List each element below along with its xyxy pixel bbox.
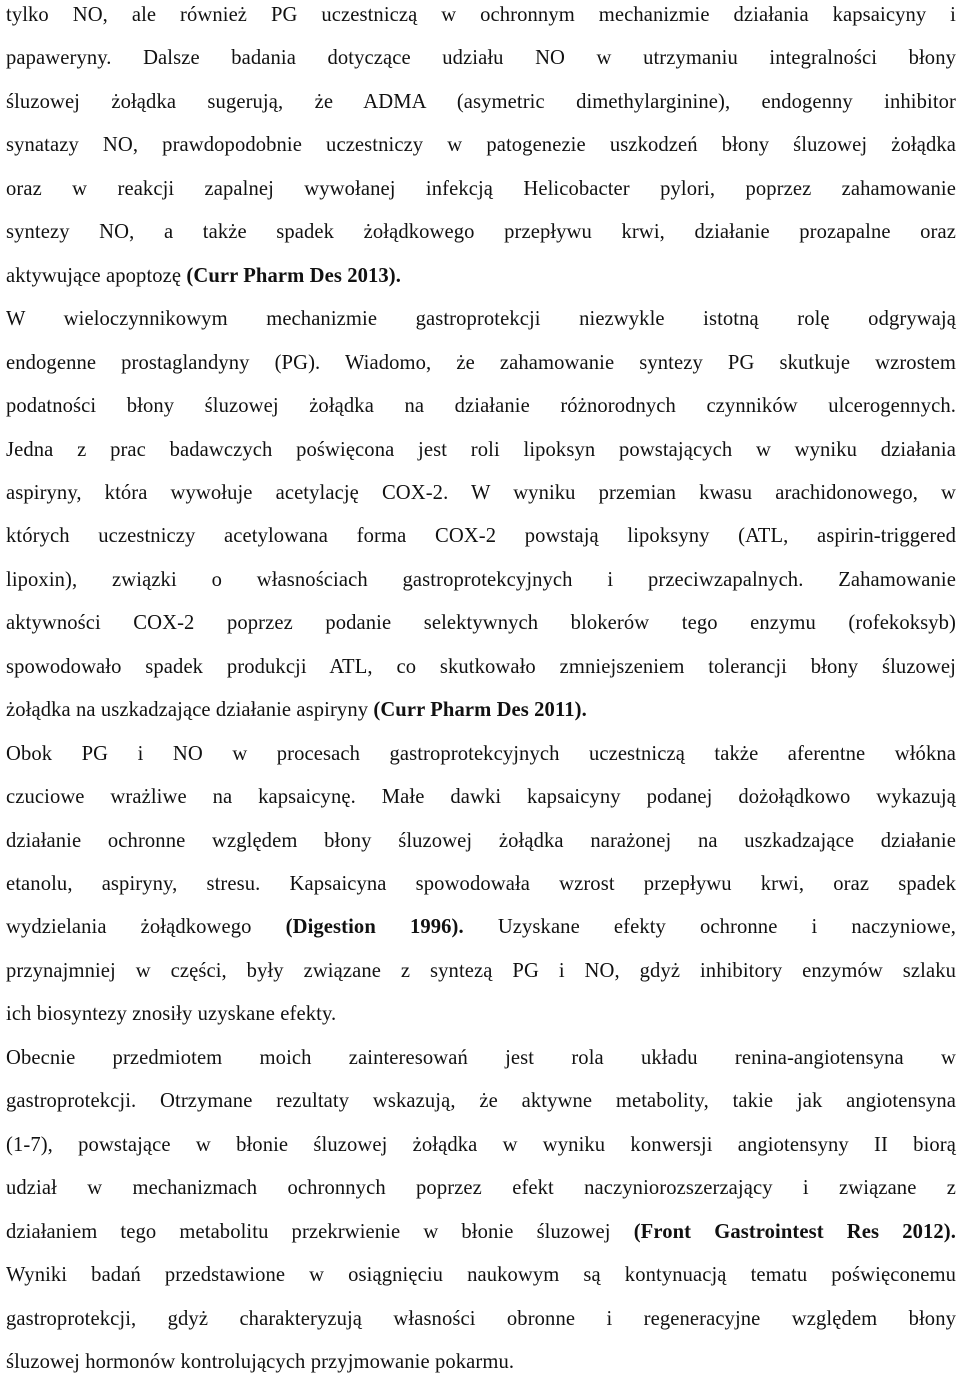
text-line — [6, 1173, 956, 1203]
citation-bold: (Digestion 1996). — [285, 916, 464, 939]
text-line — [6, 869, 956, 899]
text-line — [6, 695, 956, 725]
text-line — [6, 1130, 956, 1160]
text-line — [6, 217, 956, 247]
line-text: lipoxin), związki o własnościach gastroprotekcyjnych i przeciwzapalnych. Zahamowanie — [6, 568, 956, 591]
citation-bold: (Curr Pharm Des 2011). — [373, 699, 587, 722]
text-line — [6, 478, 956, 508]
line-text: gastroprotekcji, gdyż charakteryzują własności obronne i regeneracyjne względem błony — [6, 1307, 956, 1330]
line-text: aspiryny, która wywołuje acetylację COX-2. W wyniku przemian kwasu arachidonowego, w — [6, 481, 956, 504]
text-line — [6, 348, 956, 378]
text-line — [6, 912, 956, 942]
line-text: gastroprotekcji. Otrzymane rezultaty wskazują, że aktywne metabolity, takie jak angiotensyna — [6, 1090, 956, 1113]
text-line — [6, 956, 956, 986]
line-text: czuciowe wrażliwe na kapsaicynę. Małe dawki kapsaicyny podanej dożołądkowo wykazują — [6, 786, 956, 809]
line-text: Wyniki badań przedstawione w osiągnięciu naukowym są kontynuacją tematu poświęconemu — [6, 1264, 956, 1287]
line-text: aktywności COX-2 poprzez podanie selektywnych blokerów tego enzymu (rofekoksyb) — [6, 612, 956, 635]
line-text: syntezy NO, a także spadek żołądkowego przepływu krwi, działanie prozapalne oraz — [6, 221, 956, 244]
line-text: etanolu, aspiryny, stresu. Kapsaicyna spowodowała wzrost przepływu krwi, oraz spadek — [6, 873, 956, 895]
text-line — [6, 261, 956, 291]
text-line — [6, 1086, 956, 1116]
line-text: (1-7), powstające w błonie śluzowej żołądka w wyniku konwersji angiotensyny II biorą — [6, 1133, 956, 1156]
line-text: papaweryny. Dalsze badania dotyczące udziału NO w utrzymaniu integralności błony — [6, 47, 956, 70]
citation-bold: (Curr Pharm Des 2013). — [186, 264, 401, 287]
line-text: żołądka na uszkadzające działanie aspiryny — [6, 699, 374, 722]
text-line — [6, 87, 956, 117]
text-line — [6, 174, 956, 204]
text-line — [6, 1043, 956, 1073]
text-line — [6, 826, 956, 856]
text-line — [6, 652, 956, 682]
line-text: tylko NO, ale również PG uczestniczą w ochronnym mechanizmie działania kapsaicyny i — [6, 4, 956, 26]
text-line — [6, 130, 956, 160]
citation-bold: (Front Gastrointest Res 2012). — [633, 1220, 957, 1243]
line-text: działaniem tego metabolitu przekrwienie w błonie śluzowej — [6, 1220, 634, 1243]
line-text: udział w mechanizmach ochronnych poprzez efekt naczyniorozszerzający i związane z — [6, 1177, 956, 1200]
text-line — [6, 565, 956, 595]
line-text: spowodowało spadek produkcji ATL, co skutkowało zmniejszeniem tolerancji błony śluzowej — [6, 655, 956, 678]
line-text: wydzielania żołądkowego — [6, 916, 286, 939]
line-text: podatności błony śluzowej żołądka na działanie różnorodnych czynników ulcerogennych. — [6, 395, 956, 418]
line-text: przynajmniej w części, były związane z syntezą PG i NO, gdyż inhibitory enzymów szlaku — [6, 959, 956, 982]
line-text: działanie ochronne względem błony śluzowej żołądka narażonej na uszkadzające działanie — [6, 829, 956, 852]
text-line — [6, 391, 956, 421]
text-line — [6, 1260, 956, 1290]
line-text: śluzowej żołądka sugerują, że ADMA (asymetric dimethylarginine), endogenny inhibitor — [6, 90, 956, 113]
text-line — [6, 608, 956, 638]
text-line — [6, 521, 956, 551]
text-line — [6, 999, 956, 1029]
line-text: Obecnie przedmiotem moich zainteresowań jest rola układu renina-angiotensyna w — [6, 1046, 956, 1069]
text-line — [6, 0, 956, 30]
line-text: synatazy NO, prawdopodobnie uczestniczy w patogenezie uszkodzeń błony śluzowej żołądka — [6, 134, 956, 157]
text-line — [6, 1217, 956, 1247]
line-text: W wieloczynnikowym mechanizmie gastroprotekcji niezwykle istotną rolę odgrywają — [6, 308, 956, 331]
line-text: których uczestniczy acetylowana forma COX-2 powstają lipoksyny (ATL, aspirin-triggered — [6, 525, 956, 548]
line-text: Obok PG i NO w procesach gastroprotekcyjnych uczestniczą także aferentne włókna — [6, 742, 956, 765]
line-text: Jedna z prac badawczych poświęcona jest roli lipoksyn powstających w wyniku działania — [6, 438, 956, 461]
text-line — [6, 43, 956, 73]
text-line — [6, 1347, 956, 1377]
line-text: ich biosyntezy znosiły uzyskane efekty. — [6, 1003, 337, 1026]
line-text: aktywujące apoptozę — [6, 264, 187, 287]
text-line — [6, 1304, 956, 1334]
text-line — [6, 739, 956, 769]
line-text: oraz w reakcji zapalnej wywołanej infekcją Helicobacter pylori, poprzez zahamowanie — [6, 177, 956, 200]
text-line — [6, 435, 956, 465]
text-line — [6, 304, 956, 334]
line-text: śluzowej hormonów kontrolujących przyjmowanie pokarmu. — [6, 1350, 515, 1373]
text-line — [6, 782, 956, 812]
line-text-continued: Uzyskane efekty ochronne i naczyniowe, — [463, 916, 957, 939]
line-text: endogenne prostaglandyny (PG). Wiadomo, że zahamowanie syntezy PG skutkuje wzrostem — [6, 351, 956, 374]
